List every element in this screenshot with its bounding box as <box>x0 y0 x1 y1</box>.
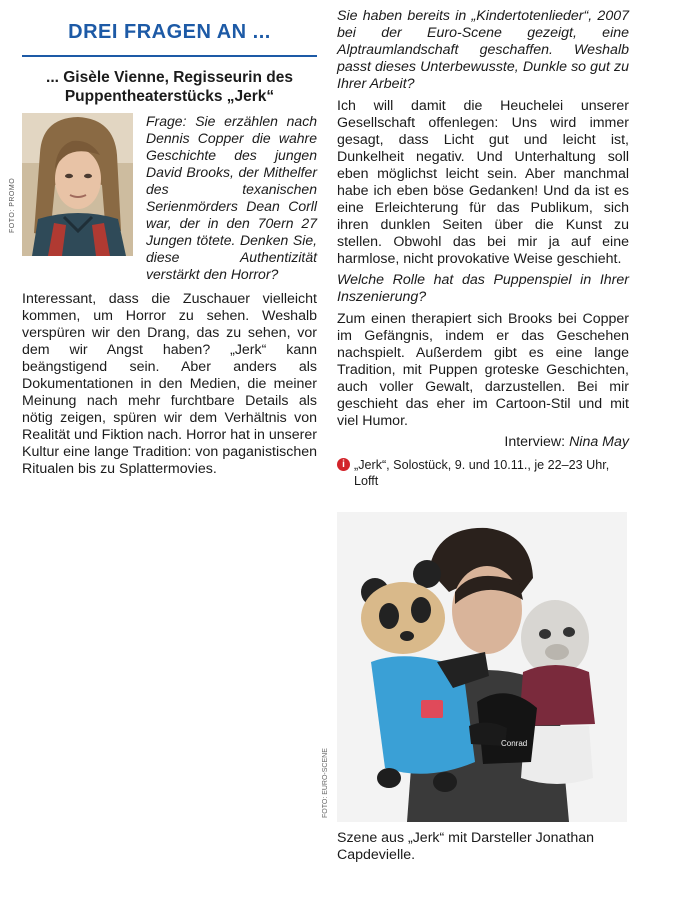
answer-1: Interessant, dass die Zuschauer vielleicht kommen, um Horror zu sehen. Weshalb verspüren wir den Drang, das zu sehen, vor dem wir Angst haben? „Jerk“ kann beängstigend sein. Aber anders als Dokumentationen in den Medien, die meiner Meinung nach mehr furchtbare Details als nötig zeigen, spüren wir dem Verhältnis von Realität und Fiktion nach. Horror hat in unserer Kultur eine lange Tradition: von paganistischen Ritualen bis zu Splattermovies. <box>22 291 317 477</box>
interview-credit <box>337 434 629 451</box>
event-info <box>337 457 629 489</box>
left-column <box>9 18 317 478</box>
article-subhead: ... Gisèle Vienne, Regisseurin des Puppentheaterstücks „Jerk“ <box>46 69 293 105</box>
scene-shirt-text: Conrad <box>501 739 528 748</box>
rubric-title: DREI FRAGEN AN ... <box>22 18 317 57</box>
intro-question: Frage: Sie erzählen nach Dennis Copper die wahre Geschichte des jungen David Brooks, der Mithelfer des texanischen Serienmörders Dean Corll war, der in den 70ern 27 Jungen tötete. Denken Sie, diese Authentizität verstärkt den Horror? <box>146 113 317 282</box>
scene-photo-credit: FOTO: EURO-SCENE <box>322 748 329 818</box>
question-2: Sie haben bereits in „Kindertotenlieder“, 2007 bei der Euro-Scene gezeigt, eine Alptraumlandschaft geschaffen. Weshalb passt dieses Unterbewusste, Dunkle so gut zu Ihrer Arbeit? <box>337 8 629 92</box>
intro-block <box>9 113 317 291</box>
scene-photo <box>337 512 627 822</box>
interview-author: Nina May <box>569 434 629 450</box>
portrait-credit: FOTO: PROMO <box>9 177 16 233</box>
right-column <box>337 8 629 489</box>
answer-2: Ich will damit die Heuchelei unserer Gesellschaft offenlegen: Uns wird immer gesagt, dass Licht gut und leicht ist, Dunkelheit negativ. Und Unterhaltung soll eben möglichst leicht sein. Aber manchmal habe ich eben böse Gedanken! Und da ist es eine Erleichterung für das Publikum, sich ihren dunklen Seiten über die Kunst zu stellen. Obwohl das bei mir ja auf eine harmlose, nicht provokative Weise geschieht. <box>337 98 629 267</box>
answer-3: Zum einen therapiert sich Brooks bei Copper im Gefängnis, indem er das Geschehen nachspielt. Außerdem gibt es eine lange Tradition, mit Puppen groteske Geschichten, auch voller Gewalt, darzustellen. Bei mir geschieht das eher im Cartoon-Stil und mit viel Humor. <box>337 311 629 429</box>
portrait-photo <box>22 113 133 256</box>
interview-label: Interview: <box>504 434 566 450</box>
scene-caption: Szene aus „Jerk“ mit Darsteller Jonathan Capdevielle. <box>337 830 595 863</box>
event-info-text: „Jerk“, Solostück, 9. und 10.11., je 22–23 Uhr, Lofft <box>354 458 610 488</box>
question-3: Welche Rolle hat das Puppenspiel in Ihrer Inszenierung? <box>337 272 629 305</box>
info-icon: i <box>337 458 350 471</box>
